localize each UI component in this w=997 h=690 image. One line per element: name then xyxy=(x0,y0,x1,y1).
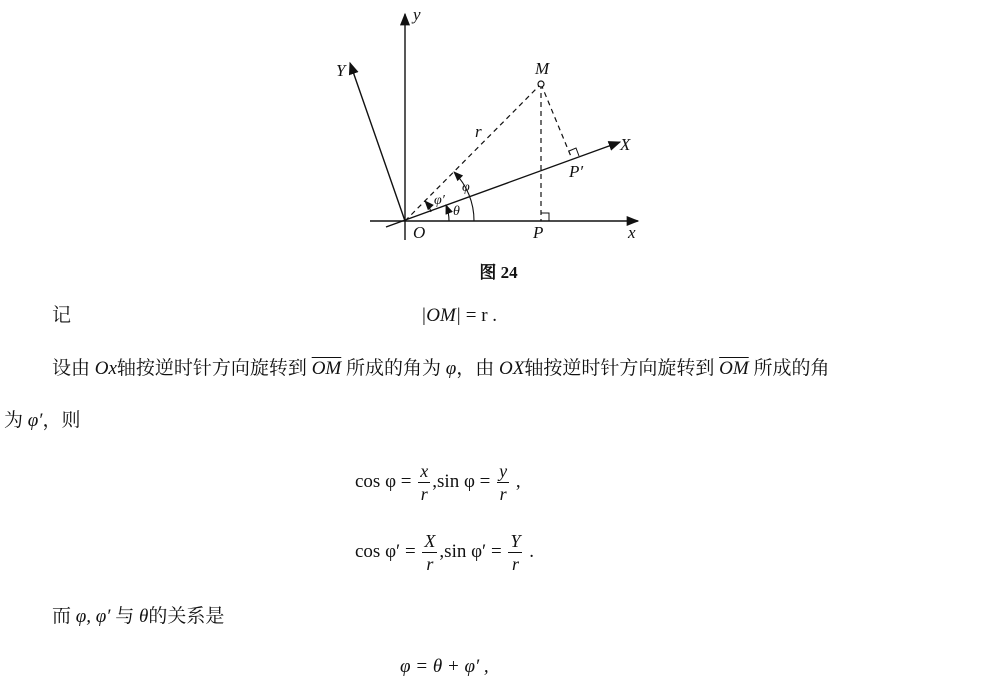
point-m-marker xyxy=(538,81,544,87)
label-Y-axis: Y xyxy=(336,61,346,80)
cos-phi-prime-label: cos φ′ = xyxy=(355,540,416,562)
phi-prime-arc xyxy=(425,201,431,212)
para2-b: ，则 xyxy=(42,410,81,431)
mp-prime-dashed-line xyxy=(541,84,572,159)
X-axis-line xyxy=(386,142,620,227)
right-angle-p xyxy=(541,213,549,221)
om-dashed-line xyxy=(405,84,541,221)
label-X-axis: X xyxy=(620,135,631,154)
formula-1-comma: , xyxy=(515,470,521,492)
para1-a: 设由 xyxy=(52,358,91,379)
fraction-X-over-r: $\frac{X}{r}$ xyxy=(424,531,436,574)
label-angle-phi: φ xyxy=(462,180,470,195)
Y-axis-line xyxy=(350,63,405,221)
formula-cos-sin-phi xyxy=(355,460,521,505)
para1-OX: OX xyxy=(499,358,525,379)
paragraph-line-3 xyxy=(52,603,224,631)
fraction-y-over-r: $\frac{y}{r}$ xyxy=(499,461,508,504)
para2-phi-prime: φ′ xyxy=(27,410,43,431)
label-point-p-prime: P′ xyxy=(569,162,584,181)
fraction-x-over-r: $\frac{x}{r}$ xyxy=(420,461,429,504)
para1-om-vector: $\overline{OM}$ xyxy=(311,358,342,379)
para1-c: 所成的角为 xyxy=(346,358,442,379)
para1-phi: φ xyxy=(445,358,457,379)
label-point-p: P xyxy=(533,223,544,242)
formula-relation: φ = θ + φ′ , xyxy=(400,656,489,677)
label-y-axis: y xyxy=(413,5,421,24)
label-radius: r xyxy=(475,122,482,141)
label-point-m: M xyxy=(535,59,550,78)
para3-b: 与 xyxy=(115,606,135,627)
para1-f: 所成的角 xyxy=(753,358,830,379)
coordinate-rotation-figure xyxy=(0,0,997,258)
figure-caption: 图 24 xyxy=(479,263,518,282)
sin-phi-prime-label: ,sin φ′ = xyxy=(439,540,502,562)
para3-c: 的关系是 xyxy=(148,606,225,627)
label-origin: O xyxy=(413,223,426,242)
theta-arc xyxy=(446,205,449,221)
label-x-axis: x xyxy=(628,223,636,242)
paragraph-line-1 xyxy=(52,355,829,383)
para2-a: 为 xyxy=(4,410,24,431)
cos-phi-label: cos φ = xyxy=(355,470,412,492)
formula-cos-sin-phi-prime xyxy=(355,530,534,575)
om-definition xyxy=(421,302,497,330)
para1-e: 轴按逆时针方向旋转到 xyxy=(524,358,715,379)
para1-b: 轴按逆时针方向旋转到 xyxy=(116,358,307,379)
para1-d: ，由 xyxy=(456,358,495,379)
para3-vars: φ, φ′ xyxy=(75,606,111,627)
om-abs: |OM| xyxy=(421,305,461,326)
text-ji: 记 xyxy=(52,305,72,326)
paragraph-line-2 xyxy=(4,407,80,435)
para3-a: 而 xyxy=(52,606,72,627)
para1-om-vector-2: $\overline{OM}$ xyxy=(719,358,749,379)
para1-ox: Ox xyxy=(94,358,117,379)
om-equals-r: = r . xyxy=(465,305,498,326)
para3-theta: θ xyxy=(138,606,149,627)
label-angle-theta: θ xyxy=(453,204,460,219)
formula-2-period: . xyxy=(529,540,534,562)
label-angle-phi-prime: φ′ xyxy=(434,193,445,208)
sin-phi-label: ,sin φ = xyxy=(432,470,491,492)
fraction-Y-over-r: $\frac{Y}{r}$ xyxy=(510,531,521,574)
